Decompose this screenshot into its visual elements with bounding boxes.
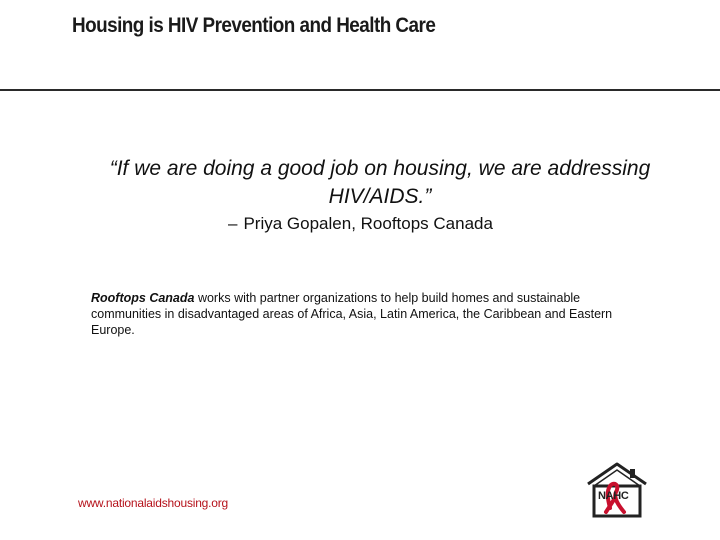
page-title: Housing is HIV Prevention and Health Care (72, 14, 436, 37)
quote-attribution (228, 214, 493, 234)
description-text: works with partner organizations to help build homes and sustainable communities in disadvantaged areas of Africa, Asia, Latin America, the Caribbean and Eastern Europe. (91, 291, 613, 337)
title-divider (0, 89, 720, 91)
attribution-text: Priya Gopalen, Rooftops Canada (243, 214, 493, 233)
quote-text: “If we are doing a good job on housing, we are addressing HIV/AIDS.” (109, 157, 651, 208)
nahc-logo (586, 462, 648, 518)
footer-website-link[interactable]: www.nationalaidshousing.org (78, 496, 229, 510)
description-paragraph (91, 290, 621, 338)
description-org: Rooftops Canada (91, 291, 195, 305)
attribution-dash: – (228, 214, 238, 233)
logo-letters: NAHC (598, 490, 629, 502)
